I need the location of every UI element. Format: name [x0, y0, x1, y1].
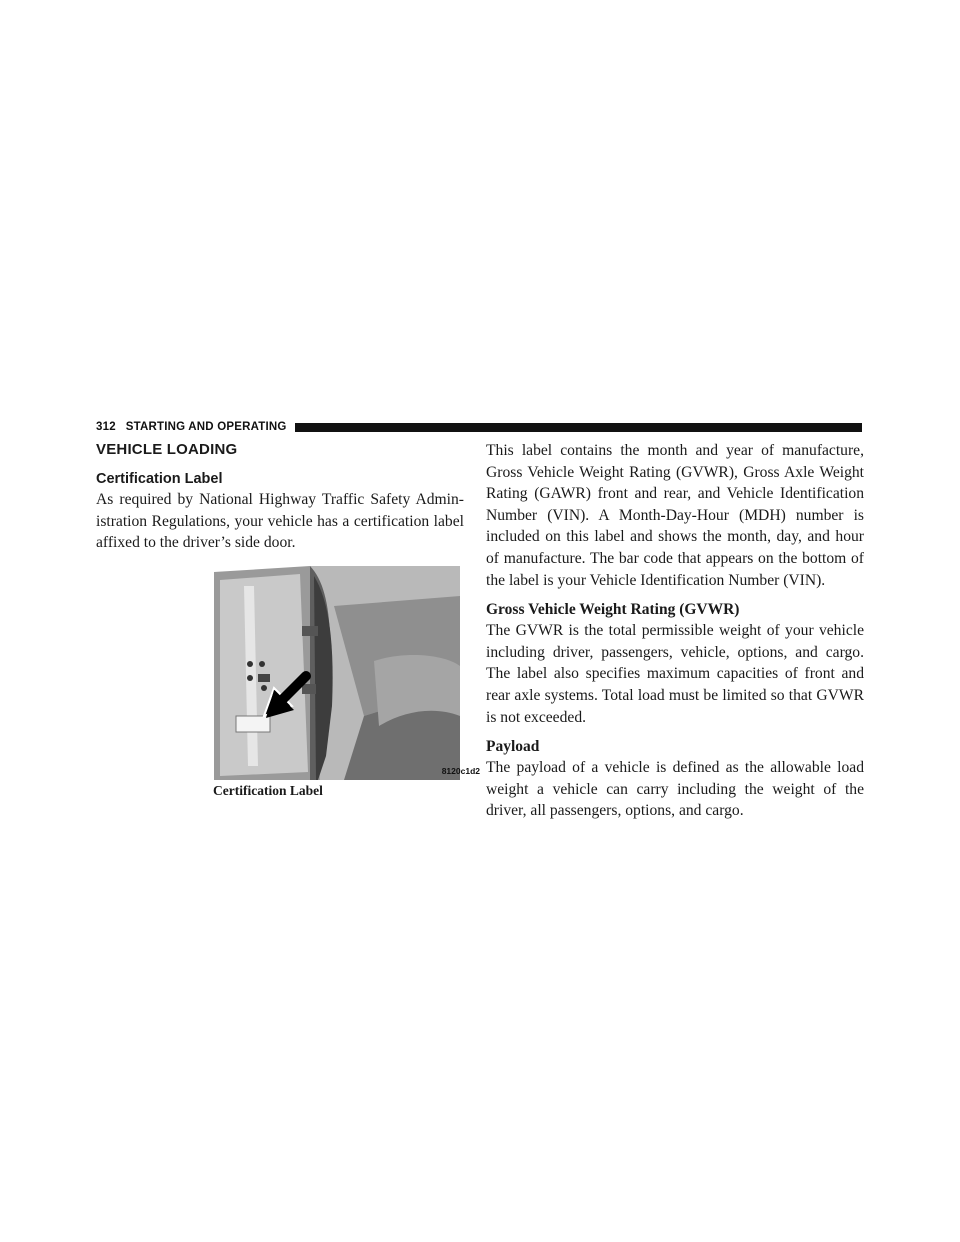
left-column [96, 440, 480, 800]
payload-heading: Payload [486, 738, 540, 756]
label-contents-paragraph: This label contains the month and year of manufacture, Gross Vehicle Weight Rating (GVWR), Gross Axle Weight Rating (GAWR) front and rear, and Vehicle Identification Number (VIN). A Month-Day-Hour (MDH) number is included on this label and shows the month, day, and hour of manufacture. The bar code that appears on the bottom of the label is your Vehicle Identification Number (VIN). [486, 442, 864, 589]
door-illustration [214, 566, 480, 780]
payload-paragraph: The payload of a vehicle is defined as the allowable load weight a vehicle can carry including the weight of the driver, all passengers, options, and cargo. [486, 759, 864, 820]
gvwr-heading: Gross Vehicle Weight Rating (GVWR) [486, 601, 740, 619]
header-rule [295, 423, 862, 432]
certification-label-heading: Certification Label [96, 471, 223, 487]
page-header [96, 419, 862, 435]
page-number: 312 [96, 421, 116, 433]
figure-caption: Certification Label [213, 782, 323, 798]
certification-paragraph: As required by National Highway Traffic Safety Admin-istration Regulations, your vehicle has a certification label affixed to the driver’s side door. [96, 491, 464, 552]
right-column [486, 440, 864, 822]
figure-code: 8120c1d2 [441, 765, 480, 776]
vehicle-loading-heading: VEHICLE LOADING [96, 441, 238, 458]
gvwr-paragraph: The GVWR is the total permissible weight of your vehicle including driver, passengers, vehicle, options, and cargo. The label also specifies maximum capacities of front and rear axle systems. Total load must be limited so that GVWR is not exceeded. [486, 622, 864, 726]
certification-label-figure [214, 566, 480, 780]
section-title: STARTING AND OPERATING [125, 421, 287, 433]
